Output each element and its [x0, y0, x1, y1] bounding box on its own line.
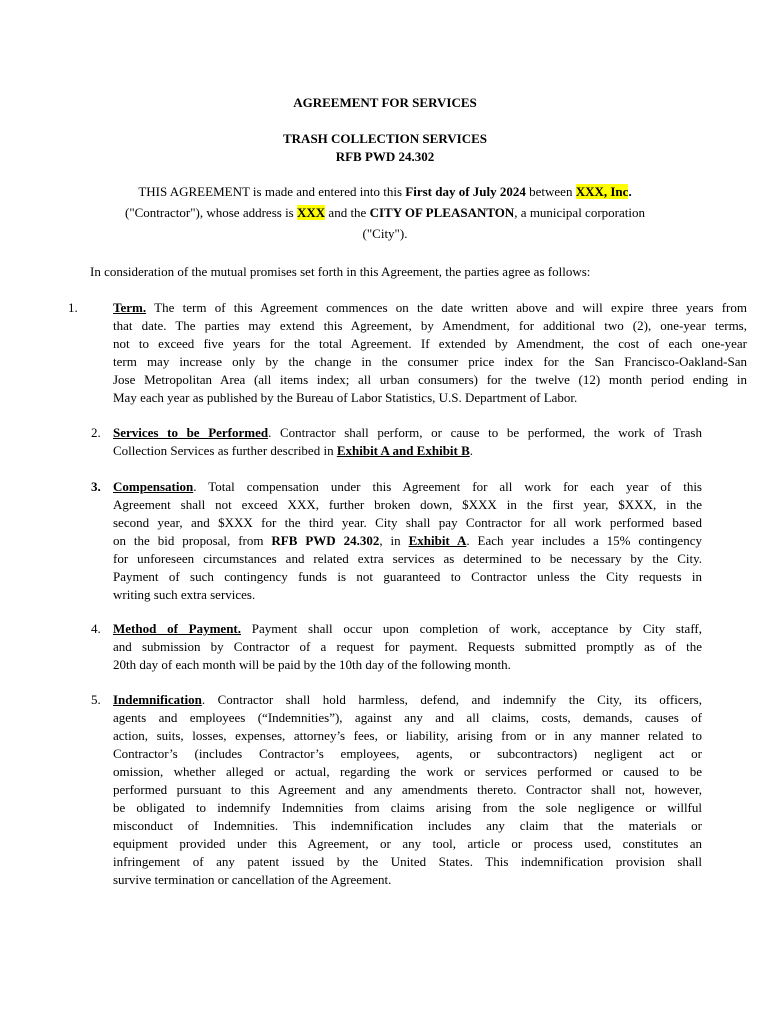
section-5-number: 5. — [91, 692, 101, 707]
section-3-number: 3. — [91, 479, 101, 494]
section-3-heading: Compensation — [113, 479, 194, 494]
document-subtitle: TRASH COLLECTION SERVICES — [283, 131, 487, 146]
document-title: AGREEMENT FOR SERVICES — [293, 95, 477, 110]
intro-line-3: ("City"). — [362, 226, 408, 241]
section-2-services: Services to be Performed. Contractor shall perform, or cause to be performed, the work of Trash Collection Services as further described in Exhibit A and Exhibit B. — [113, 425, 702, 458]
intro-line-2: ("Contractor"), whose address is XXX and the CITY OF PLEASANTON, a municipal corporation — [125, 205, 645, 220]
consideration-paragraph: In consideration of the mutual promises set forth in this Agreement, the parties agree as follows: — [90, 264, 591, 279]
section-5-heading: Indemnification — [113, 692, 202, 707]
intro-line-1: THIS AGREEMENT is made and entered into this First day of July 2024 between XXX, Inc. — [138, 184, 632, 199]
section-3-compensation: Compensation. Total compensation under this Agreement for all work for each year of this Agreement shall not exceed XXX, further broken down, $XXX in the first year, $XXX, in the second year, and $XXX for the third year. City shall pay Contractor for all work performed based on the bid proposal, from RFB PWD 24.302, in Exhibit A. Each year includes a 15% contingency for unforeseen circumstances and related extra services as determined to be necessary by the City. Payment of such contingency funds is not guaranteed to Contractor unless the City requests in writing such extra services. — [113, 479, 702, 602]
section-4-heading: Method of Payment. — [113, 621, 242, 636]
section-1-term: Term. The term of this Agreement commences on the date written above and will expire three years from that date. The parties may extend this Agreement, by Amendment, for additional two (2), one-year terms, not to exceed five years for the total Agreement. If extended by Amendment, the cost of each one-year term may increase only by the change in the consumer price index for the San Francisco-Oakland-San Jose Metropolitan Area (all items index; all urban consumers) for the twelve (12) month period ending in May each year as published by the Bureau of Labor Statistics, U.S. Department of Labor. — [113, 300, 747, 405]
section-2-heading: Services to be Performed — [113, 425, 269, 440]
section-5-indemnification: Indemnification. Contractor shall hold harmless, defend, and indemnify the City, its officers, agents and employees (“Indemnities”), against any and all claims, costs, demands, causes of action, suits, losses, expenses, attorney’s fees, or liability, arising from or in any manner related to Contractor’s (includes Contractor’s employees, agents, or subcontractors) negligent act or omission, whether alleged or actual, regarding the work or services performed or caused to be performed pursuant to this Agreement and any amendments thereto. Contractor shall not, however, be obligated to indemnify Indemnities from claims arising from the sole negligence or willful misconduct of Indemnities. This indemnification includes any claim that the materials or equipment provided under this Agreement, or any tool, article or process used, constitutes an infringement of any patent issued by the United States. This indemnification provision shall survive termination or cancellation of the Agreement. — [113, 692, 702, 887]
section-4-number: 4. — [91, 621, 101, 636]
section-1-heading: Term. — [113, 300, 147, 315]
rfb-number: RFB PWD 24.302 — [335, 149, 435, 164]
exhibit-a-reference: Exhibit A — [408, 533, 467, 548]
section-4-method-of-payment: Method of Payment. Payment shall occur upon completion of work, acceptance by City staff, and submission by Contractor of a request for payment. Requests submitted promptly as of the 20th day of each month will be paid by the 10th day of the following month. — [113, 621, 702, 672]
contractor-name-highlight: XXX, Inc — [575, 184, 629, 199]
section-1-number: 1. — [68, 300, 78, 315]
section-2-number: 2. — [91, 425, 101, 440]
exhibit-a-b-reference: Exhibit A and Exhibit B — [336, 443, 470, 458]
address-highlight: XXX — [297, 205, 326, 220]
